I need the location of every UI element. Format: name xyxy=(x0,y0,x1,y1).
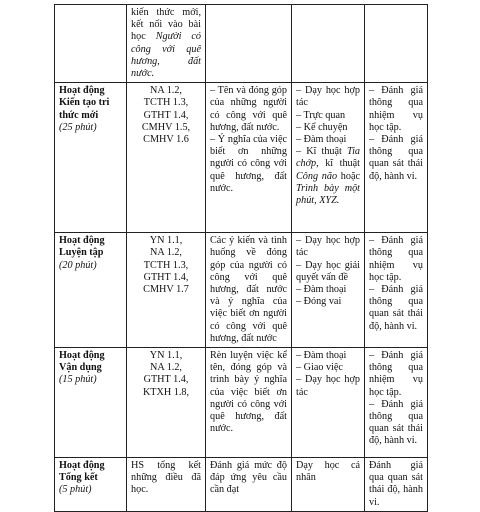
assessment-cell xyxy=(365,83,428,233)
cell-text: kiến thức mới, kết nối vào bài học xyxy=(131,7,201,43)
content-item: Các ý kiến và tình huống về đóng góp của người có công với quê hương, đất nước xyxy=(210,235,287,296)
table-row xyxy=(55,233,428,348)
competency-codes xyxy=(127,83,206,233)
competency-code: TCTH 1.3, xyxy=(143,259,189,271)
competency-code: GTHT 1.4, xyxy=(143,271,189,283)
table-row xyxy=(55,5,428,83)
method-item: – Dạy học hợp tác xyxy=(296,235,360,259)
methods-cell xyxy=(292,5,365,83)
method-item: – Dạy học giải quyết vấn đề xyxy=(296,259,360,283)
assessment-item: – Đánh giá thông qua nhiệm vụ học tập. xyxy=(369,85,423,133)
content-item: – Ý nghĩa của việc biết ơn những người có công với quê hương, đất nước. xyxy=(210,134,287,194)
competency-code: CMHV 1.7 xyxy=(143,284,189,296)
activity-cell xyxy=(55,233,127,348)
method-item: – Trực quan xyxy=(296,109,346,121)
table-row xyxy=(55,83,428,233)
assessment-cell xyxy=(365,5,428,83)
competency-code: NA 1.2, xyxy=(150,247,182,259)
activity-cell xyxy=(55,5,127,83)
competency-code: CMHV 1.6 xyxy=(143,134,189,146)
text: – Kĩ thuật xyxy=(296,146,347,158)
cell-text: HS tổng kết những điều đã học. xyxy=(131,460,201,496)
codes-cell xyxy=(127,458,206,512)
lesson-plan-table xyxy=(54,4,428,512)
method-item: – Đàm thoại xyxy=(296,284,347,296)
text-italic: Công não xyxy=(296,170,338,182)
assessment-item: – Đánh giá thông qua quan sát thái độ, hành vi. xyxy=(369,398,423,447)
codes-cell xyxy=(127,5,206,83)
method-item: – Dạy học hợp tác xyxy=(296,85,360,109)
methods-cell xyxy=(292,233,365,348)
competency-code: NA 1.2, xyxy=(150,85,182,97)
activity-name: Vận dụng xyxy=(59,362,102,374)
assessment-item: – Đánh giá thông qua nhiệm vụ học tập. xyxy=(369,235,423,283)
competency-code: GTHT 1.4, xyxy=(143,109,189,121)
content-cell xyxy=(206,348,292,458)
methods-cell xyxy=(292,83,365,233)
activity-title: Hoạt động xyxy=(59,235,105,247)
competency-code: NA 1.2, xyxy=(150,362,182,374)
content-cell xyxy=(206,5,292,83)
assessment-item: – Đánh giá thông qua quan sát thái độ, hành vi. xyxy=(369,284,423,332)
content-cell xyxy=(206,83,292,233)
table-row xyxy=(55,458,428,512)
activity-duration: (20 phút) xyxy=(59,259,97,271)
content-cell xyxy=(206,233,292,348)
activity-cell xyxy=(55,348,127,458)
content-item: Rèn luyện việc kể tên, đóng góp và trình bày ý nghĩa của việc biết ơn người có công với quê hương, đất nước. xyxy=(210,350,287,435)
method-item: – Đóng vai xyxy=(296,296,342,308)
method-item: – Đàm thoại xyxy=(296,134,347,146)
assessment-cell xyxy=(365,348,428,458)
method-item-technique xyxy=(296,146,360,207)
method-item: – Kể chuyện xyxy=(296,121,348,133)
assessment-item: Đánh giá qua quan sát thái độ, hành vi. xyxy=(369,460,423,508)
methods-cell xyxy=(292,458,365,512)
content-item: và ý nghĩa của việc biết ơn người có công với quê hương, đất nước xyxy=(210,296,287,344)
content-cell xyxy=(206,458,292,512)
method-item: – Đàm thoại xyxy=(296,350,347,362)
activity-name: Tổng kết xyxy=(59,472,98,484)
competency-code: CMHV 1.5, xyxy=(141,121,191,133)
text: , kĩ thuật xyxy=(316,158,360,170)
cell-text-italic: Người có công với quê hương, đất nước. xyxy=(131,31,201,80)
activity-title: Hoạt động xyxy=(59,85,105,97)
method-item: – Dạy học hợp tác xyxy=(296,374,360,398)
activity-duration: (15 phút) xyxy=(59,374,97,386)
activity-cell xyxy=(55,83,127,233)
assessment-cell xyxy=(365,233,428,348)
activity-title: Hoạt động xyxy=(59,350,105,362)
competency-code: GTHT 1.4, xyxy=(143,374,189,386)
assessment-item: – Đánh giá thông qua nhiệm vụ học tập. xyxy=(369,350,423,398)
competency-code: TCTH 1.3, xyxy=(143,97,189,109)
content-item: – Tên và đóng góp của những người có công với quê hương, đất nước. xyxy=(210,85,287,133)
activity-title: Hoạt động xyxy=(59,460,105,472)
activity-name: Luyện tập xyxy=(59,247,104,259)
assessment-cell xyxy=(365,458,428,512)
text-italic: Trình bày một phút, XYZ. xyxy=(296,182,360,207)
method-item: – Giao việc xyxy=(296,362,343,374)
method-item: Dạy học cá nhân xyxy=(296,460,360,484)
assessment-item: – Đánh giá thông qua quan sát thái độ, hành vi. xyxy=(369,134,423,182)
competency-codes xyxy=(127,233,206,348)
competency-code: YN 1.1, xyxy=(149,350,183,362)
competency-code: YN 1.1, xyxy=(149,235,183,247)
content-item: Đánh giá mức độ đáp ứng yêu cầu cần đạt xyxy=(210,460,287,496)
activity-duration: (5 phút) xyxy=(59,484,92,496)
activity-duration: (25 phút) xyxy=(59,121,97,133)
activity-name: Kiến tạo tri thức mới xyxy=(59,97,110,121)
text-italic: Tia chớp xyxy=(296,146,360,170)
text: hoặc xyxy=(337,170,360,182)
competency-code: KTXH 1.8, xyxy=(142,386,190,398)
competency-codes xyxy=(127,348,206,458)
activity-cell xyxy=(55,458,127,512)
table-row xyxy=(55,348,428,458)
methods-cell xyxy=(292,348,365,458)
